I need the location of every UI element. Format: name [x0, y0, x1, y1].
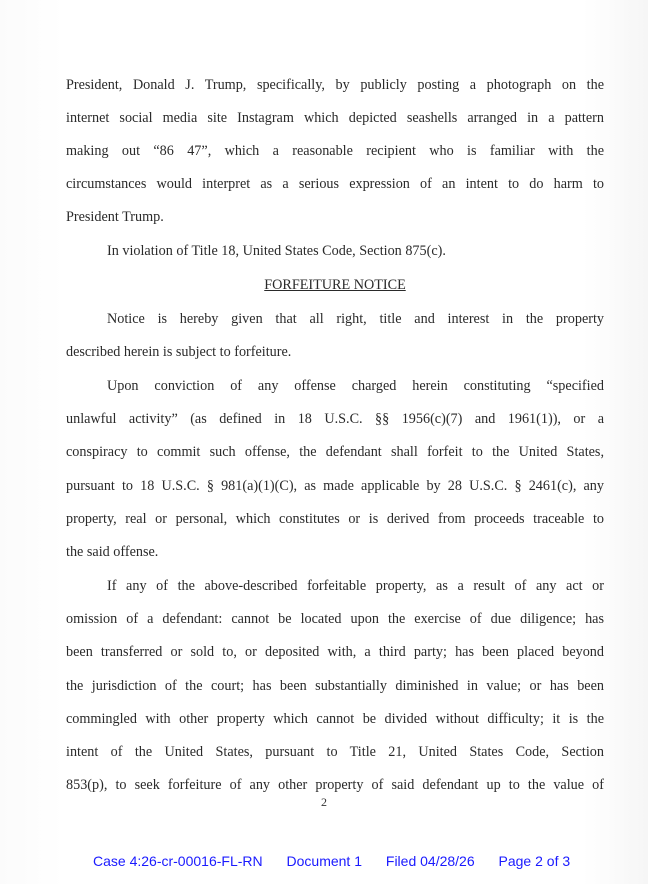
body-line: commingled with other property which cannot be divided without difficulty; it is the [66, 711, 604, 727]
body-line: omission of a defendant: cannot be located upon the exercise of due diligence; has [66, 611, 604, 627]
page-number: 2 [321, 795, 327, 809]
body-line: Notice is hereby given that all right, title and interest in the property [107, 311, 604, 327]
body-line: the said offense. [66, 544, 159, 560]
body-line: making out “86 47”, which a reasonable recipient who is familiar with the [66, 143, 604, 159]
case-footer [93, 853, 590, 869]
footer-filed-date: Filed 04/28/26 [385, 853, 475, 869]
footer-document: Document 1 [286, 853, 362, 869]
body-line: the jurisdiction of the court; has been substantially diminished in value; or has been [66, 678, 604, 694]
body-line: If any of the above-described forfeitable property, as a result of any act or [107, 578, 604, 594]
body-line: Upon conviction of any offense charged herein constituting “specified [107, 378, 604, 394]
body-line: property, real or personal, which constitutes or is derived from proceeds traceable to [66, 511, 604, 527]
footer-case-number: Case 4:26-cr-00016-FL-RN [93, 853, 263, 869]
body-line: In violation of Title 18, United States Code, Section 875(c). [107, 243, 446, 259]
body-line: circumstances would interpret as a serious expression of an intent to do harm to [66, 176, 604, 192]
body-line: President Trump. [66, 209, 164, 225]
body-line: intent of the United States, pursuant to Title 21, United States Code, Section [66, 744, 604, 760]
body-line: 853(p), to seek forfeiture of any other property of said defendant up to the value of [66, 777, 604, 793]
body-line: described herein is subject to forfeiture. [66, 344, 292, 360]
footer-page-count: Page 2 of 3 [498, 853, 571, 869]
section-heading: FORFEITURE NOTICE [264, 277, 406, 293]
body-line: conspiracy to commit such offense, the defendant shall forfeit to the United States, [66, 444, 604, 460]
body-line: pursuant to 18 U.S.C. § 981(a)(1)(C), as made applicable by 28 U.S.C. § 2461(c), any [66, 478, 604, 494]
body-line: unlawful activity” (as defined in 18 U.S.C. §§ 1956(c)(7) and 1961(1)), or a [66, 411, 604, 427]
body-line: internet social media site Instagram which depicted seashells arranged in a pattern [66, 110, 604, 126]
body-line: President, Donald J. Trump, specifically, by publicly posting a photograph on the [66, 77, 604, 93]
body-line: been transferred or sold to, or deposited with, a third party; has been placed beyond [66, 644, 604, 660]
